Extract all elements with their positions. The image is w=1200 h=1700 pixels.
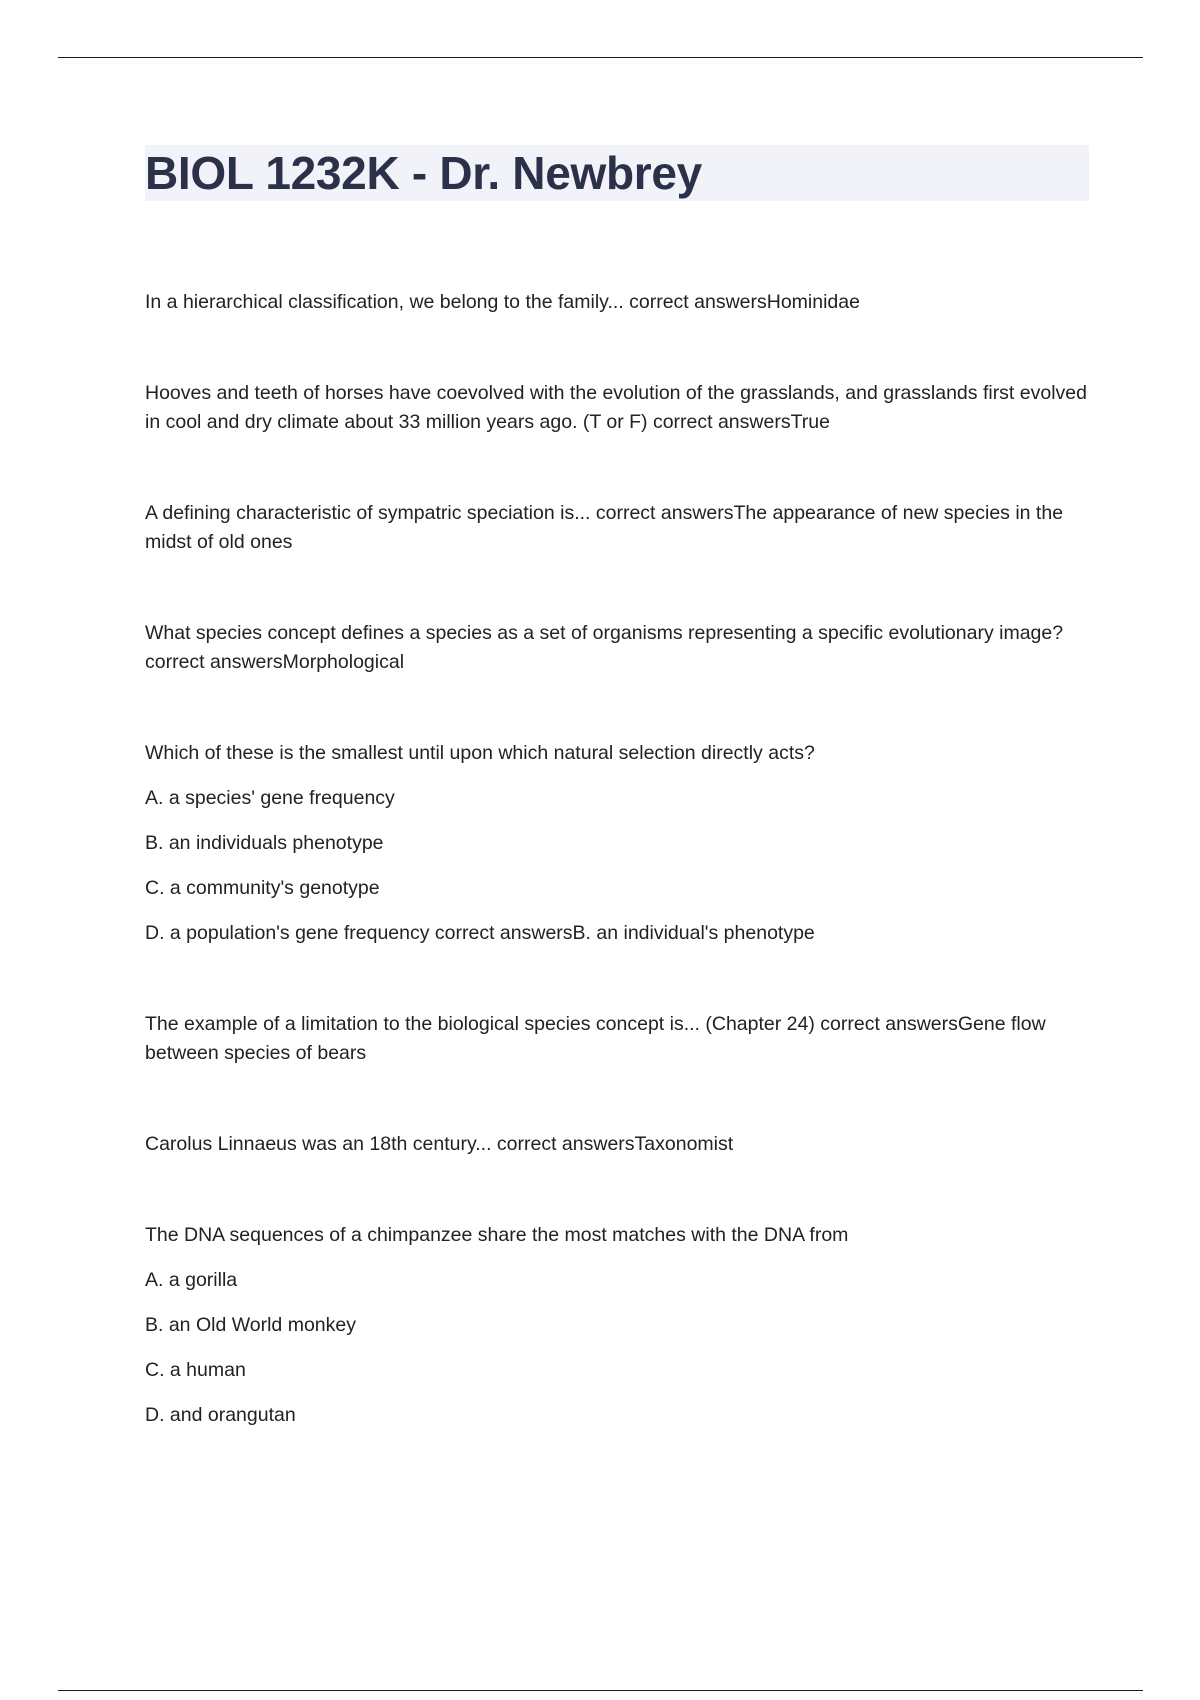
qa-item: [145, 619, 1095, 677]
qa-item: [145, 1221, 1095, 1430]
answer-option-c: C. a human: [145, 1359, 246, 1381]
answer-option-a: A. a species' gene frequency: [145, 787, 395, 809]
question-text: A defining characteristic of sympatric speciation is... correct answersThe appearance of new species in the midst of old ones: [145, 502, 1064, 553]
answer-option-d: D. a population's gene frequency correct answersB. an individual's phenotype: [145, 922, 815, 944]
qa-item: [145, 1130, 1095, 1159]
question-text: Carolus Linnaeus was an 18th century... correct answersTaxonomist: [145, 1133, 734, 1155]
qa-item: [145, 379, 1095, 437]
top-rule: [58, 57, 1143, 58]
qa-item: [145, 739, 1095, 948]
answer-option-b: B. an Old World monkey: [145, 1314, 356, 1336]
qa-list: [145, 288, 1095, 1492]
qa-item: [145, 499, 1095, 557]
answer-option-a: A. a gorilla: [145, 1269, 238, 1291]
question-text: In a hierarchical classification, we belong to the family... correct answersHominidae: [145, 291, 860, 313]
question-text: Hooves and teeth of horses have coevolved with the evolution of the grasslands, and grasslands first evolved in cool and dry climate about 33 million years ago. (T or F) correct answersTrue: [145, 382, 1087, 433]
answer-option-c: C. a community's genotype: [145, 877, 380, 899]
question-text: What species concept defines a species as a set of organisms representing a specific evolutionary image? correct answersMorphological: [145, 622, 1064, 673]
qa-item: [145, 288, 1095, 317]
answer-option-b: B. an individuals phenotype: [145, 832, 384, 854]
bottom-rule: [58, 1690, 1143, 1691]
question-text: Which of these is the smallest until upon which natural selection directly acts?: [145, 742, 815, 764]
qa-item: [145, 1010, 1095, 1068]
answer-option-d: D. and orangutan: [145, 1404, 296, 1426]
document-title: BIOL 1232K - Dr. Newbrey: [145, 147, 702, 199]
question-text: The example of a limitation to the biological species concept is... (Chapter 24) correct answersGene flow between species of bears: [145, 1013, 1046, 1064]
question-text: The DNA sequences of a chimpanzee share the most matches with the DNA from: [145, 1224, 849, 1246]
